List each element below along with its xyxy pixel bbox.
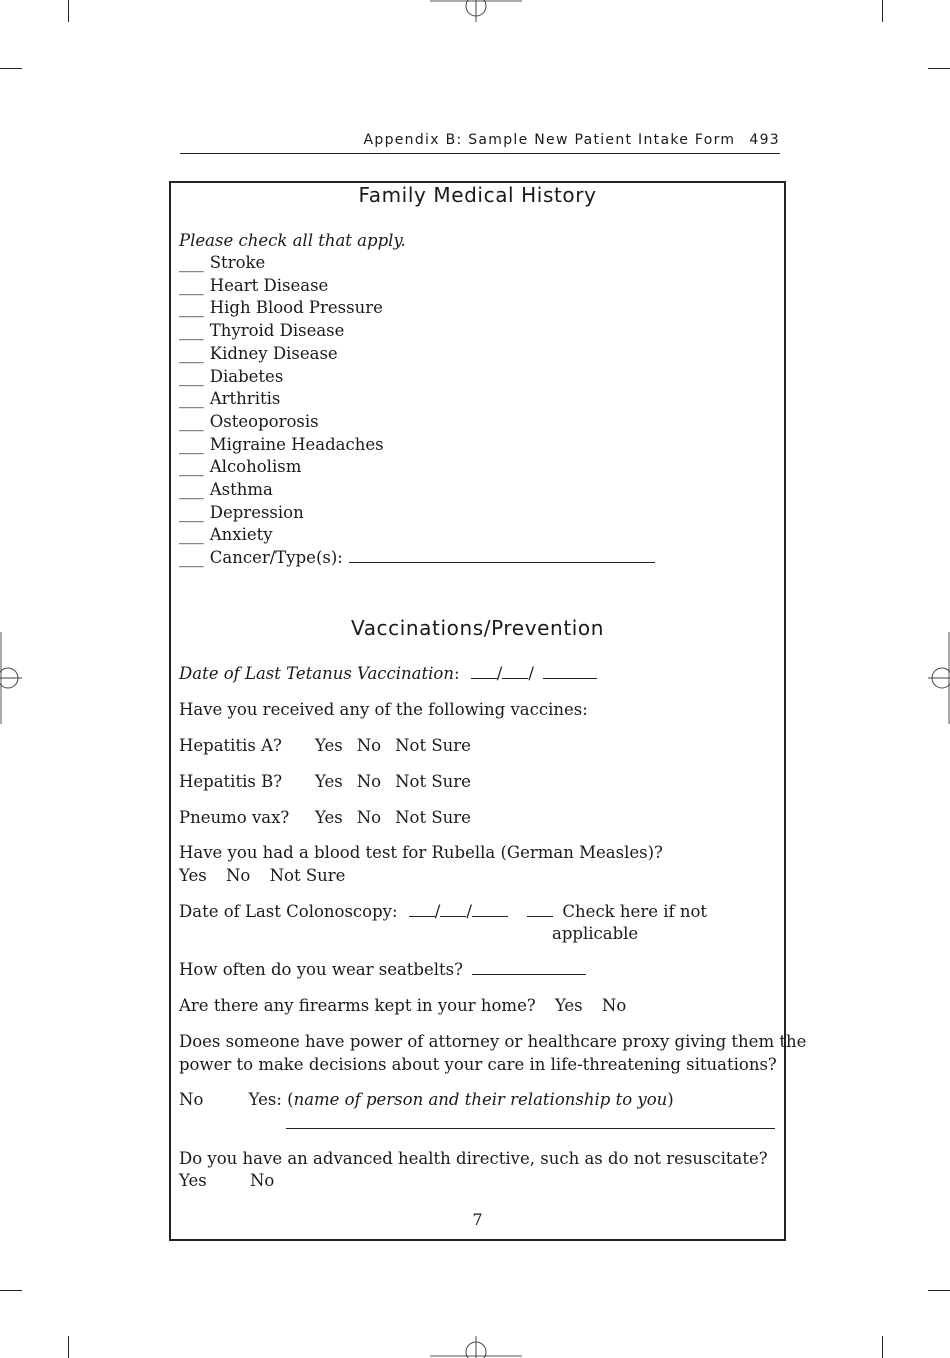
condition-label: Migraine Headaches [209,434,384,454]
crop-mark [68,0,69,22]
family-history-item [179,343,338,365]
colonoscopy-month-blank[interactable] [409,901,435,917]
check-blank[interactable]: ___ [179,366,204,386]
vaccine-option[interactable]: Not Sure [395,808,471,827]
check-blank[interactable]: ___ [179,502,204,522]
vaccine-name: Hepatitis A? [179,736,282,755]
crop-mark [928,1290,950,1291]
vaccine-option[interactable]: No [356,736,382,755]
condition-label: Cancer/Type(s): [209,548,343,568]
check-blank[interactable]: ___ [179,525,204,545]
check-blank[interactable]: ___ [179,480,204,499]
colonoscopy-na-checkbox[interactable] [527,901,553,917]
vaccine-option[interactable]: Yes [315,736,343,755]
intake-form [169,181,807,1241]
registration-mark [430,1334,522,1358]
firearms-row: Are there any firearms kept in your home? Yes No [179,996,627,1015]
crop-mark [882,1336,883,1358]
colonoscopy-day-blank[interactable] [440,901,466,917]
vaccine-option[interactable]: No [356,772,382,791]
colonoscopy-na-label: Check here if not [562,902,708,921]
tetanus-month-blank[interactable] [471,663,497,679]
family-history-item [179,547,655,569]
family-history-item [179,502,304,524]
vaccine-row [179,735,485,757]
vaccine-option[interactable]: No [356,808,382,827]
condition-label: Alcoholism [209,457,302,477]
colonoscopy-year-blank[interactable] [472,901,508,917]
condition-label: Diabetes [209,366,284,386]
crop-mark [0,1290,22,1291]
vaccine-row [179,771,485,793]
running-head [180,130,780,154]
family-history-item [179,524,273,546]
check-blank[interactable]: ___ [179,411,204,431]
family-history-item [179,297,383,319]
vaccine-name: Pneumo vax? [179,808,290,827]
rubella-options [179,865,345,887]
colonoscopy-na-label-cont: applicable [552,924,639,943]
check-blank[interactable]: ___ [179,434,204,454]
poa-question: Does someone have power of attorney or healthcare proxy giving them the [179,1032,807,1051]
firearms-yes[interactable]: Yes [554,996,583,1015]
family-history-item [179,434,384,456]
condition-label: Anxiety [209,525,273,545]
rubella-no[interactable]: No [225,866,251,885]
family-history-item [179,479,273,501]
registration-mark [430,0,522,24]
family-history-item [179,320,344,342]
vaccines-question: Have you received any of the following vaccines: [179,700,588,719]
tetanus-date-row: Date of Last Tetanus Vaccination: / / [179,663,597,685]
family-history-item [179,388,280,410]
tetanus-day-blank[interactable] [502,663,528,679]
poa-question-cont: power to make decisions about your care in life-threatening situations? [179,1055,777,1074]
vaccinations-title: Vaccinations/Prevention [350,616,605,640]
check-blank[interactable]: ___ [179,298,204,318]
running-head-title: Appendix B: Sample New Patient Intake Form [363,132,736,148]
check-blank[interactable]: ___ [179,457,204,477]
registration-mark [926,632,950,724]
vaccine-row [179,807,485,829]
crop-mark [882,0,883,22]
condition-label: Kidney Disease [209,343,338,363]
check-blank[interactable]: ___ [179,253,204,272]
condition-label: Arthritis [209,389,281,409]
rubella-yes[interactable]: Yes [179,866,207,885]
check-blank[interactable]: ___ [179,275,204,295]
family-history-item [179,411,319,433]
condition-label: High Blood Pressure [209,298,383,318]
directive-no[interactable]: No [249,1171,275,1190]
family-history-instruction: Please check all that apply. [179,231,406,250]
check-blank[interactable]: ___ [179,548,204,568]
condition-label: Stroke [209,253,266,272]
poa-no[interactable]: No [179,1090,204,1109]
condition-label: Osteoporosis [209,411,319,431]
vaccine-name: Hepatitis B? [179,772,283,791]
check-blank[interactable]: ___ [179,389,204,409]
rubella-question: Have you had a blood test for Rubella (German Measles)? [179,843,663,862]
poa-answer-row [179,1089,674,1111]
crop-mark [68,1336,69,1358]
family-history-title: Family Medical History [358,183,597,207]
poa-name-blank[interactable] [286,1128,775,1129]
rubella-not-sure[interactable]: Not Sure [269,866,346,885]
check-blank[interactable]: ___ [179,321,204,341]
registration-mark [0,632,24,724]
condition-label: Thyroid Disease [209,321,345,341]
firearms-no[interactable]: No [601,996,627,1015]
condition-label: Depression [209,502,304,522]
vaccine-option[interactable]: Yes [315,772,343,791]
crop-mark [0,68,22,69]
directive-options [179,1170,274,1192]
form-page-number: 7 [472,1210,483,1229]
seatbelts-row: How often do you wear seatbelts? [179,959,586,981]
vaccine-option[interactable]: Not Sure [395,772,471,791]
poa-yes[interactable]: Yes: (name of person and their relationship to you) [248,1090,674,1109]
family-history-item [179,252,265,274]
book-page-number: 493 [749,132,780,148]
directive-question: Do you have an advanced health directive, such as do not resuscitate? [179,1149,768,1168]
check-blank[interactable]: ___ [179,343,204,363]
cancer-type-blank[interactable] [349,547,655,563]
vaccine-option[interactable]: Not Sure [395,736,471,755]
family-history-item [179,456,301,478]
vaccine-option[interactable]: Yes [315,808,343,827]
crop-mark [928,68,950,69]
condition-label: Heart Disease [209,275,329,295]
condition-label: Asthma [209,480,273,499]
tetanus-year-blank[interactable] [543,663,597,679]
seatbelts-blank[interactable] [472,959,586,975]
family-history-item [179,275,328,297]
family-history-item [179,366,283,388]
colonoscopy-row: Date of Last Colonoscopy: / / Check here if not [179,902,708,921]
directive-yes[interactable]: Yes [179,1171,207,1190]
